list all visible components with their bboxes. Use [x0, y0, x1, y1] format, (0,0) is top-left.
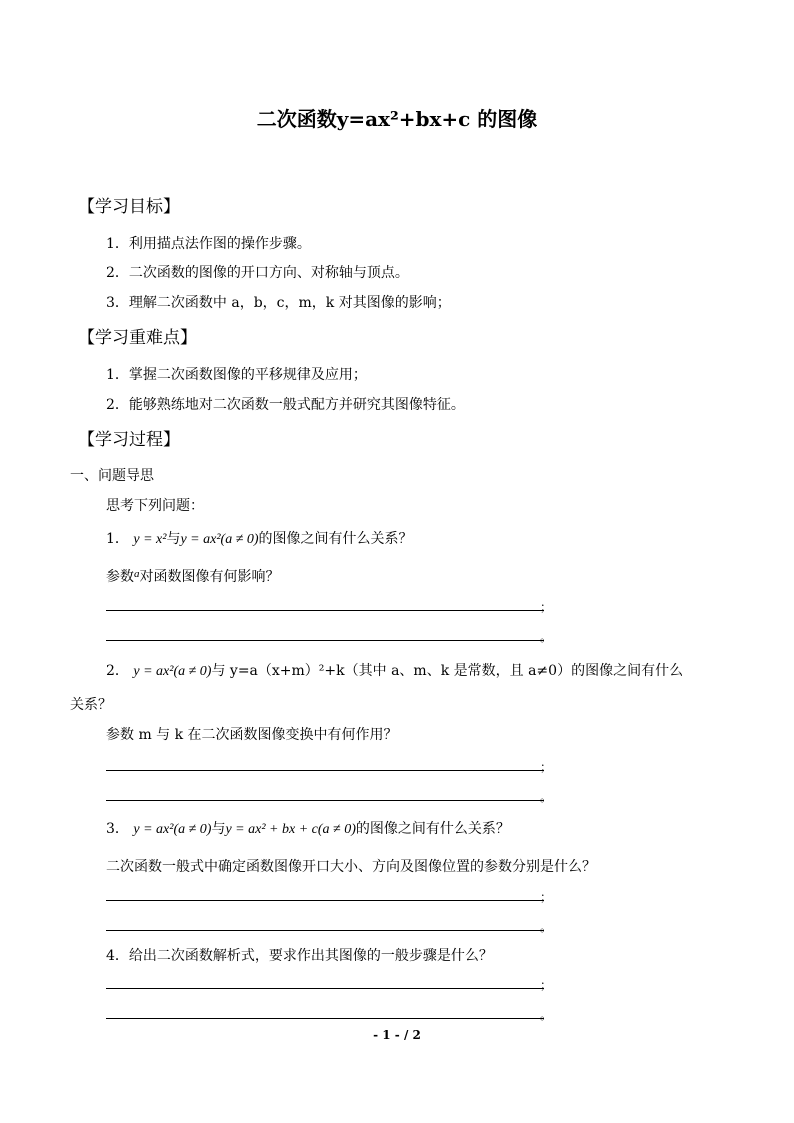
answer-line[interactable]	[106, 900, 544, 901]
question-text-continued: 关系？	[70, 697, 112, 713]
question-text: 的图像之间有什么关系？	[355, 821, 510, 837]
sub-question: 二次函数一般式中确定函数图像开口大小、方向及图像位置的参数分别是什么？	[106, 859, 596, 875]
formula: y = ax² + bx + c(a ≠ 0)	[225, 822, 356, 837]
answer-line[interactable]	[106, 800, 544, 801]
question-3	[106, 818, 510, 838]
answer-punct: ；	[540, 600, 553, 614]
page-number: - 1 - / 2	[373, 1028, 421, 1042]
key-point-item: 1．掌握二次函数图像的平移规律及应用；	[106, 367, 367, 383]
connector-text: 与	[166, 531, 181, 547]
formula: y = ax²(a ≠ 0)	[133, 822, 212, 837]
question-text: 与 y=a（x+m）²+k（其中 a、m、k 是常数，且 a≠0）的图像之间有什么	[211, 663, 684, 679]
variable-a: a	[134, 568, 140, 580]
connector-text: 与	[211, 821, 226, 837]
answer-line[interactable]	[106, 610, 544, 611]
formula: y = x²	[133, 532, 167, 547]
question-2	[106, 660, 683, 680]
objective-item: 2．二次函数的图像的开口方向、对称轴与顶点。	[106, 265, 409, 281]
answer-punct: 。	[540, 790, 553, 804]
answer-punct: ；	[540, 890, 553, 904]
answer-punct: 。	[540, 630, 553, 644]
objective-item: 1．利用描点法作图的操作步骤。	[106, 236, 311, 252]
answer-line[interactable]	[106, 930, 544, 931]
sub-question-text: 对函数图像有何影响？	[139, 569, 280, 585]
answer-line[interactable]	[106, 770, 544, 771]
sub-question-text: 参数	[106, 569, 134, 585]
question-text: 的图像之间有什么关系？	[258, 531, 413, 547]
question-4: 4．给出二次函数解析式，要求作出其图像的一般步骤是什么？	[106, 948, 493, 964]
formula: y = ax²(a ≠ 0)	[133, 664, 212, 679]
part-heading: 一、问题导思	[70, 468, 154, 484]
answer-punct: 。	[540, 920, 553, 934]
question-number: 1．	[106, 531, 129, 547]
objectives-heading: 【学习目标】	[78, 197, 180, 217]
process-heading: 【学习过程】	[78, 430, 180, 450]
question-number: 2．	[106, 663, 129, 679]
answer-line[interactable]	[106, 1018, 544, 1019]
sub-question	[106, 566, 280, 586]
key-points-heading: 【学习重难点】	[78, 328, 197, 348]
intro-text: 思考下列问题：	[106, 498, 204, 514]
answer-punct: ；	[540, 760, 553, 774]
objective-item: 3．理解二次函数中 a，b，c，m，k 对其图像的影响；	[106, 295, 451, 311]
question-number: 3．	[106, 821, 129, 837]
answer-punct: ；	[540, 978, 553, 992]
formula: y = ax²(a ≠ 0)	[180, 532, 259, 547]
answer-line[interactable]	[106, 988, 544, 989]
answer-line[interactable]	[106, 640, 544, 641]
sub-question: 参数 m 与 k 在二次函数图像变换中有何作用？	[106, 727, 398, 743]
key-point-item: 2．能够熟练地对二次函数一般式配方并研究其图像特征。	[106, 397, 465, 413]
page-title: 二次函数y=ax²+bx+c 的图像	[256, 107, 538, 131]
answer-punct: 。	[540, 1008, 553, 1022]
question-1	[106, 528, 413, 548]
